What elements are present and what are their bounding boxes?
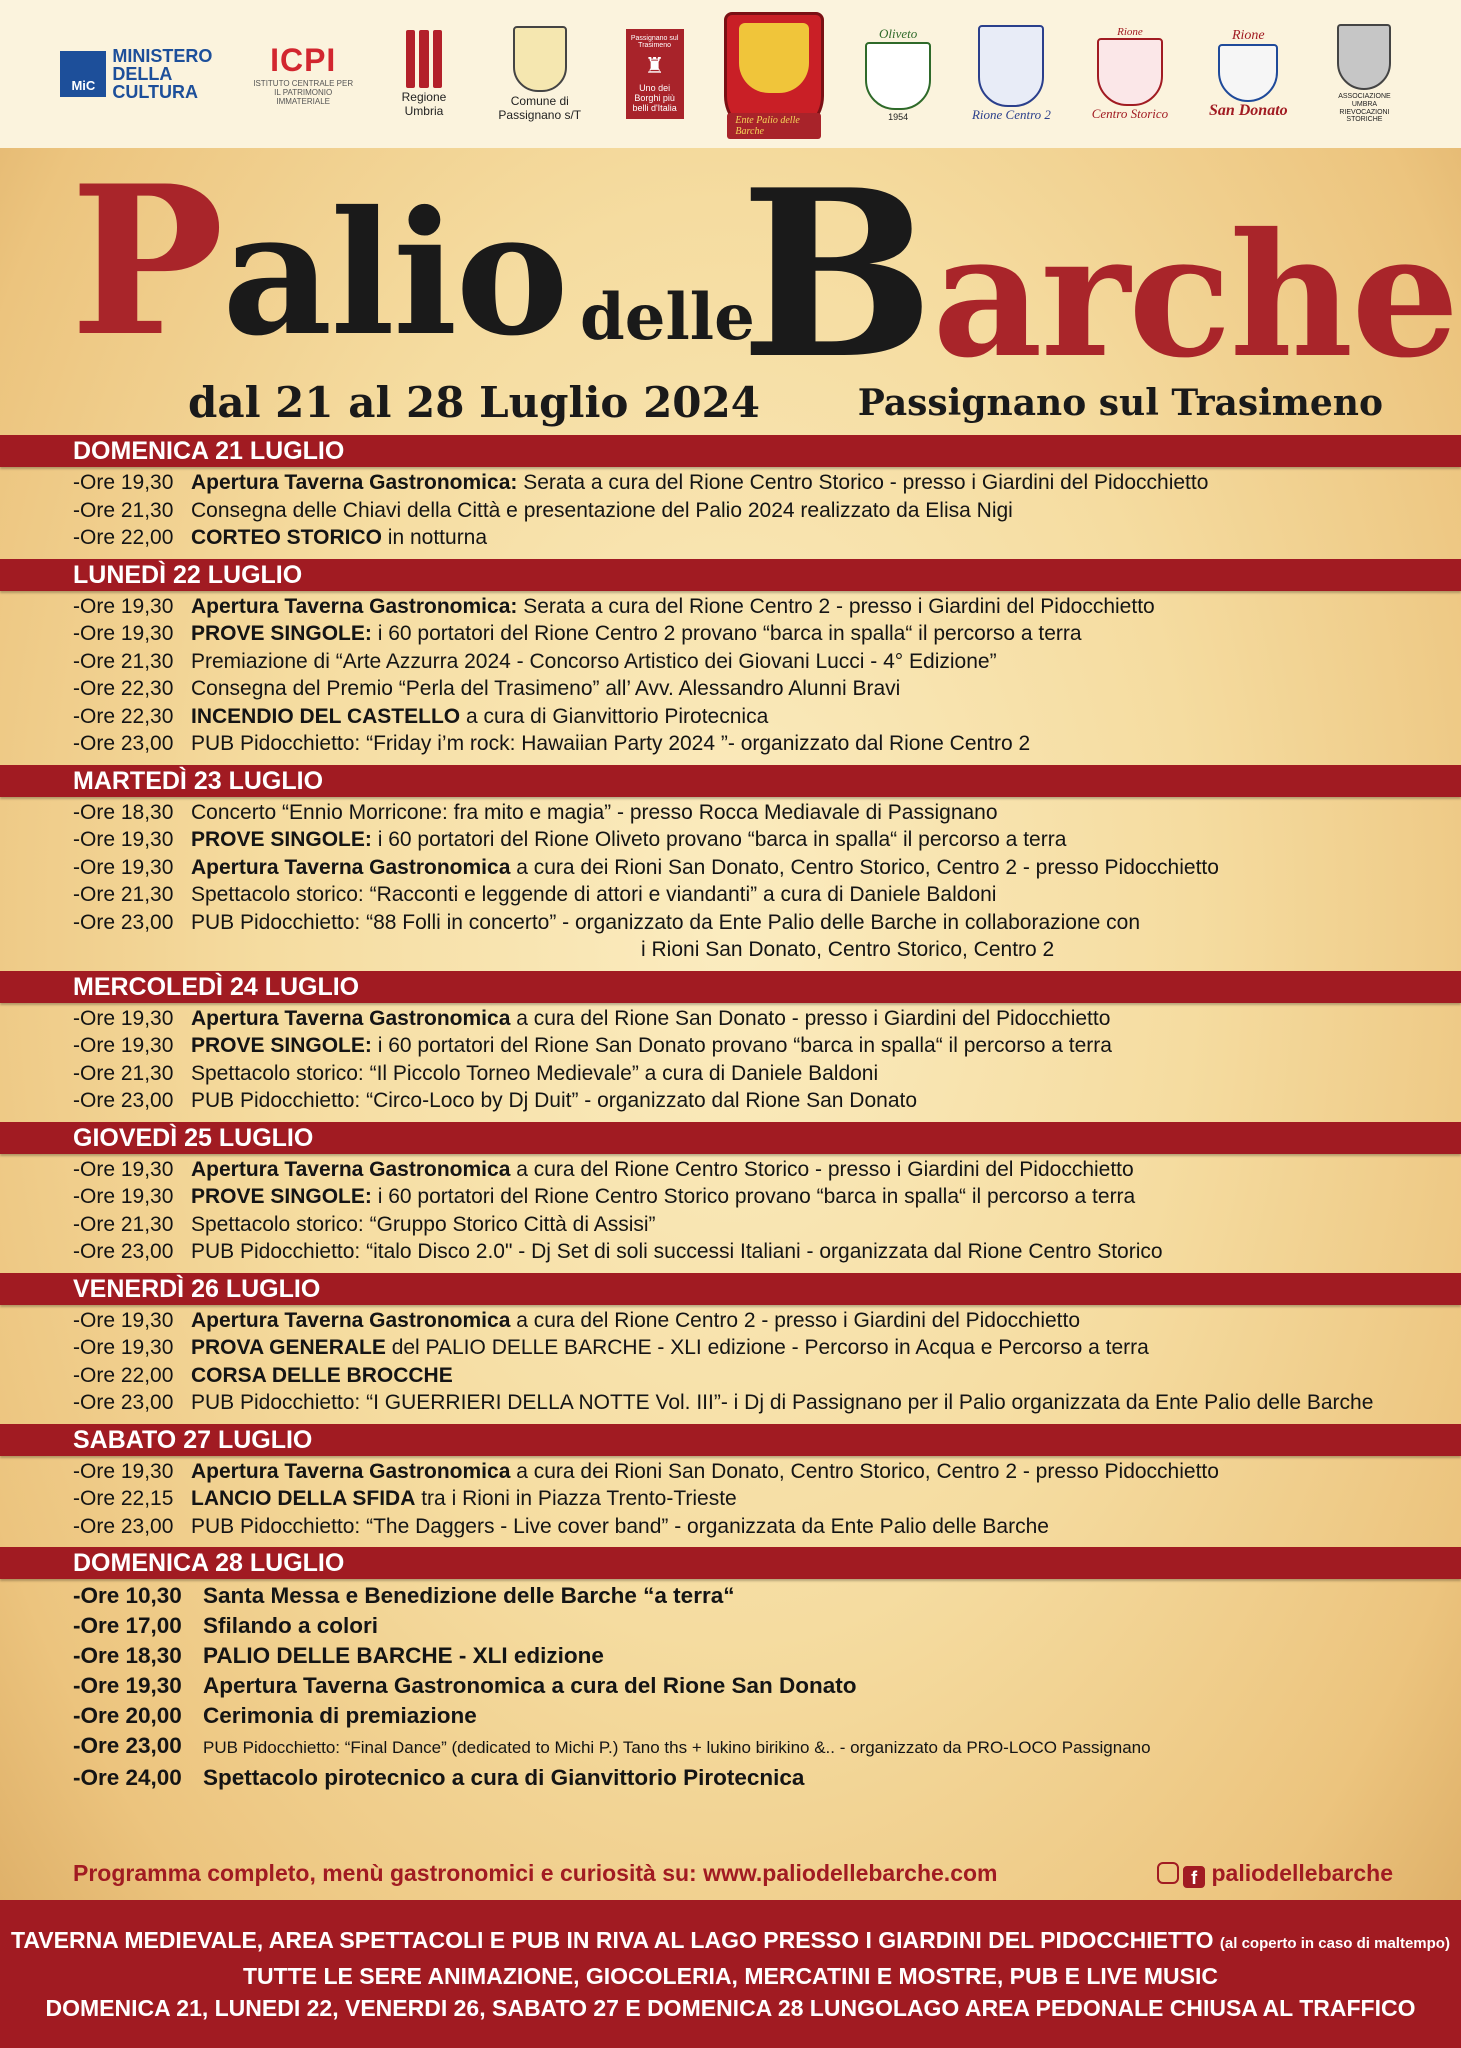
event-description: PUB Pidocchietto: “I GUERRIERI DELLA NOTTE Vol. III”- i Dj di Passignano per il Palio organizzata da Ente Palio delle Barche [191, 1391, 1374, 1414]
event-description: tra i Rioni in Piazza Trento-Trieste [415, 1487, 737, 1510]
title-delle: delle [580, 280, 755, 355]
instagram-icon[interactable] [1157, 1862, 1179, 1884]
event-description: Consegna delle Chiavi della Città e presentazione del Palio 2024 realizzato da Elisa Nigi [191, 498, 1013, 522]
event-description: i 60 portatori del Rione Centro 2 provano “barca in spalla“ il percorso a terra [371, 622, 1082, 645]
comune-label: Comune di Passignano s/T [498, 94, 582, 122]
borghi-badge [626, 29, 684, 119]
program-footer [73, 1860, 1393, 1887]
event-row [73, 854, 1461, 882]
comune-crest-icon [513, 26, 567, 92]
event-description: a cura del Rione San Donato - presso i Giardini del Pidocchietto [510, 1006, 1111, 1030]
event-time: -Ore 23,00 [73, 910, 174, 934]
event-row [73, 524, 1461, 552]
event-time: -Ore 19,30 [73, 1034, 174, 1057]
event-row [73, 1641, 1461, 1671]
event-row [73, 1334, 1461, 1362]
event-row [73, 1701, 1461, 1731]
event-row [73, 1389, 1461, 1417]
info-line-3: DOMENICA 21, LUNEDI 22, VENERDI 26, SABATO 27 E DOMENICA 28 LUNGOLAGO AREA PEDONALE CHIUSA AL TRAFFICO [45, 1995, 1416, 2021]
event-highlight: Apertura Taverna Gastronomica: [191, 594, 518, 618]
event-row [73, 1731, 1461, 1763]
ministero-cultura-logo [60, 47, 212, 101]
schedule [0, 435, 1461, 1800]
oliveto-year: 1954 [888, 111, 909, 122]
rione-centro2-logo [972, 25, 1051, 123]
centro-storico-shield-icon [1097, 38, 1163, 106]
event-description: Apertura Taverna Gastronomica a cura del Rione San Donato [203, 1673, 857, 1698]
event-place: Passignano sul Trasimeno [857, 382, 1383, 424]
rione-centro-storico-logo [1092, 26, 1168, 122]
day-events [0, 1305, 1461, 1424]
event-row [73, 1611, 1461, 1641]
event-highlight: PROVA GENERALE [191, 1336, 386, 1359]
event-time: -Ore 22,00 [73, 526, 174, 549]
event-row [73, 593, 1461, 621]
oliveto-label: Oliveto [879, 25, 918, 41]
event-time: -Ore 22,15 [73, 1487, 174, 1510]
event-description: PUB Pidocchietto: “Final Dance” (dedicated to Michi P.) Tano ths + lukino birikino &.. - organizzato da PRO-LOCO Passignano [203, 1738, 1151, 1757]
event-description: Spettacolo storico: “Racconti e leggende di attori e viandanti” a cura di Daniele Baldoni [191, 883, 997, 906]
event-time: -Ore 19,30 [73, 1006, 174, 1030]
oliveto-shield-icon [865, 42, 931, 110]
day-header: SABATO 27 LUGLIO [0, 1424, 1461, 1456]
event-highlight: PROVE SINGOLE: [191, 1185, 372, 1208]
day-header: MARTEDÌ 23 LUGLIO [0, 765, 1461, 797]
info-line-2: TUTTE LE SERE ANIMAZIONE, GIOCOLERIA, MERCATINI E MOSTRE, PUB E LIVE MUSIC [243, 1963, 1218, 1989]
event-time: -Ore 19,30 [73, 1673, 182, 1698]
ente-palio-logo [724, 12, 824, 136]
event-row [73, 1763, 1461, 1793]
tower-icon: ♜ [644, 53, 665, 78]
day-events [0, 1003, 1461, 1122]
event-time: -Ore 19,30 [73, 471, 174, 494]
centro2-label: Rione Centro 2 [971, 107, 1051, 122]
icpi-subtitle: ISTITUTO CENTRALE PER IL PATRIMONIO IMMATERIALE [253, 79, 354, 106]
event-row [73, 1087, 1461, 1115]
day-events [0, 797, 1461, 971]
event-time: -Ore 19,30 [73, 1336, 174, 1359]
event-time: -Ore 22,30 [73, 677, 174, 700]
event-description: Spettacolo storico: “Il Piccolo Torneo Medievale” a cura di Daniele Baldoni [191, 1061, 879, 1085]
event-row [73, 1060, 1461, 1088]
event-time: -Ore 23,00 [73, 732, 174, 755]
event-row [73, 675, 1461, 703]
event-description: a cura del Rione Centro 2 - presso i Giardini del Pidocchietto [510, 1308, 1081, 1332]
day-header: GIOVEDÌ 25 LUGLIO [0, 1122, 1461, 1154]
event-description: Premiazione di “Arte Azzurra 2024 - Concorso Artistico dei Giovani Lucci - 4° Edizione” [191, 649, 997, 673]
event-highlight: CORTEO STORICO [191, 526, 382, 549]
day-header: DOMENICA 28 LUGLIO [0, 1547, 1461, 1579]
info-line-1-text: TAVERNA MEDIEVALE, AREA SPETTACOLI E PUB IN RIVA AL LAGO PRESSO I GIARDINI DEL PIDOCCHIETTO [11, 1927, 1214, 1953]
san-donato-shield-icon [1218, 44, 1278, 102]
event-description: Consegna del Premio “Perla del Trasimeno” all’ Avv. Alessandro Alunni Bravi [191, 677, 901, 700]
title-palio-initial: P [70, 142, 223, 382]
event-row [73, 497, 1461, 525]
event-description: Santa Messa e Benedizione delle Barche “a terra“ [203, 1583, 735, 1608]
ente-ribbon: Ente Palio delle Barche [727, 113, 821, 139]
day-header: DOMENICA 21 LUGLIO [0, 435, 1461, 467]
event-time: -Ore 22,30 [73, 704, 174, 728]
event-row [73, 730, 1461, 758]
day-header: MERCOLEDÌ 24 LUGLIO [0, 971, 1461, 1003]
event-description: a cura dei Rioni San Donato, Centro Storico, Centro 2 - presso Pidocchietto [510, 1459, 1219, 1483]
event-description: Serata a cura del Rione Centro 2 - presso i Giardini del Pidocchietto [517, 594, 1155, 618]
event-highlight: Apertura Taverna Gastronomica [191, 855, 511, 879]
regione-umbria-logo [394, 30, 454, 117]
event-description: del PALIO DELLE BARCHE - XLI edizione - Percorso in Acqua e Percorso a terra [385, 1336, 1149, 1359]
event-row [73, 1485, 1461, 1513]
event-row [73, 881, 1461, 909]
event-row [73, 1211, 1461, 1239]
event-description: a cura di Gianvittorio Pirotecnica [460, 704, 769, 728]
day-events [0, 1579, 1461, 1800]
borghi-top-text: Passignano sul Trasimeno [630, 35, 679, 49]
event-description: PUB Pidocchietto: “italo Disco 2.0" - Dj Set di soli successi Italiani - organizzata dal Rione Centro Storico [191, 1240, 1163, 1263]
event-row [73, 1362, 1461, 1390]
title-barche-initial: B [740, 140, 933, 410]
rione-san-donato-logo [1209, 28, 1288, 120]
umbria-label: Regione Umbria [401, 90, 447, 118]
social-handle[interactable]: paliodellebarche [1211, 1860, 1393, 1886]
event-description: PALIO DELLE BARCHE - XLI edizione [203, 1643, 604, 1668]
event-highlight: PROVE SINGOLE: [191, 622, 372, 645]
event-description: i Rioni San Donato, Centro Storico, Centro 2 [641, 938, 1055, 961]
event-time: -Ore 19,30 [73, 622, 174, 645]
event-time: -Ore 23,00 [73, 1240, 174, 1263]
event-highlight: CORSA DELLE BROCCHE [191, 1363, 453, 1387]
event-row [73, 826, 1461, 854]
san-donato-label: San Donato [1208, 102, 1288, 119]
rione-oliveto-logo [865, 26, 931, 123]
event-row [73, 1183, 1461, 1211]
event-description: PUB Pidocchietto: “Circo-Loco by Dj Duit” - organizzato dal Rione San Donato [191, 1089, 918, 1112]
bottom-info-band [0, 1900, 1461, 2048]
event-description: Concerto “Ennio Morricone: fra mito e magia” - presso Rocca Mediavale di Passignano [191, 800, 998, 824]
event-highlight: Apertura Taverna Gastronomica: [191, 471, 518, 494]
event-description: Spettacolo pirotecnico a cura di Gianvittorio Pirotecnica [203, 1765, 805, 1790]
event-highlight: INCENDIO DEL CASTELLO [191, 704, 461, 728]
event-row [73, 1671, 1461, 1701]
associazione-logo [1328, 24, 1400, 124]
event-description: PUB Pidocchietto: “88 Folli in concerto” - organizzato da Ente Palio delle Barche in collaborazione con [191, 910, 1141, 934]
event-time: -Ore 23,00 [73, 1089, 174, 1112]
event-time: -Ore 19,30 [73, 594, 174, 618]
event-description: Serata a cura del Rione Centro Storico - presso i Giardini del Pidocchietto [517, 471, 1209, 494]
mic-badge: MiC [60, 51, 106, 97]
event-time: -Ore 19,30 [73, 855, 174, 879]
event-description: a cura del Rione Centro Storico - presso i Giardini del Pidocchietto [510, 1157, 1134, 1181]
title-palio [70, 142, 567, 382]
event-highlight: LANCIO DELLA SFIDA [191, 1487, 416, 1510]
centro-storico-label: Centro Storico [1091, 106, 1169, 121]
event-time: -Ore 18,30 [73, 800, 174, 824]
event-time: -Ore 23,00 [73, 1391, 174, 1414]
event-dates: dal 21 al 28 Luglio 2024 [188, 378, 760, 427]
day-events [0, 1456, 1461, 1548]
event-highlight: PROVE SINGOLE: [191, 828, 372, 851]
event-time: -Ore 21,30 [73, 649, 174, 673]
title-barche-rest: arche [932, 196, 1458, 396]
san-donato-top-label: Rione [1231, 28, 1265, 43]
event-time: -Ore 19,30 [73, 1459, 174, 1483]
event-highlight: PROVE SINGOLE: [191, 1034, 372, 1057]
event-row [73, 620, 1461, 648]
comune-logo [495, 26, 585, 121]
event-time: -Ore 22,00 [73, 1363, 174, 1387]
sponsor-logos-bar [0, 0, 1461, 148]
social-links[interactable] [1153, 1860, 1393, 1888]
event-time: -Ore 10,30 [73, 1583, 182, 1608]
mic-text: MINISTERO DELLA CULTURA [112, 46, 213, 102]
event-description: i 60 portatori del Rione Oliveto provano “barca in spalla“ il percorso a terra [371, 828, 1067, 851]
event-row [73, 1513, 1461, 1541]
associazione-shield-icon [1337, 24, 1391, 90]
event-description: Spettacolo storico: “Gruppo Storico Città di Assisi” [191, 1212, 656, 1236]
day-events [0, 467, 1461, 559]
borghi-logo [626, 29, 684, 119]
event-highlight: Apertura Taverna Gastronomica [191, 1157, 511, 1181]
facebook-icon[interactable]: f [1183, 1866, 1205, 1888]
event-description: in notturna [381, 526, 488, 549]
program-website-text[interactable]: Programma completo, menù gastronomici e curiosità su: www.paliodellebarche.com [73, 1860, 998, 1886]
event-time: -Ore 19,30 [73, 1185, 174, 1208]
event-row [73, 1458, 1461, 1486]
event-highlight: Apertura Taverna Gastronomica [191, 1308, 511, 1332]
event-time: -Ore 24,00 [73, 1765, 182, 1790]
event-time: -Ore 21,30 [73, 498, 174, 522]
icpi-mark: ICPI [270, 42, 337, 78]
centro2-shield-icon [978, 25, 1044, 107]
event-time: -Ore 23,00 [73, 1733, 182, 1758]
event-row [73, 703, 1461, 731]
event-time: -Ore 21,30 [73, 1212, 174, 1236]
info-line-1-note: (al coperto in caso di maltempo) [1219, 1935, 1450, 1952]
event-row [73, 1581, 1461, 1611]
event-description: Cerimonia di premiazione [203, 1703, 477, 1728]
event-time: -Ore 20,00 [73, 1703, 182, 1728]
associazione-label: ASSOCIAZIONE UMBRA RIEVOCAZIONI STORICHE [1338, 93, 1391, 124]
centro-storico-top-label: Rione [1117, 26, 1143, 38]
event-row [73, 1307, 1461, 1335]
event-time: -Ore 19,30 [73, 1308, 174, 1332]
event-time: -Ore 21,30 [73, 1061, 174, 1085]
event-row [73, 1032, 1461, 1060]
event-row [73, 936, 1461, 964]
event-time: -Ore 21,30 [73, 883, 174, 906]
event-row [73, 648, 1461, 676]
day-header: LUNEDÌ 22 LUGLIO [0, 559, 1461, 591]
event-description: PUB Pidocchietto: “The Daggers - Live cover band” - organizzata da Ente Palio delle Barche [191, 1514, 1049, 1538]
icpi-logo [253, 42, 353, 106]
info-line-1 [11, 1924, 1450, 1960]
event-row [73, 1238, 1461, 1266]
event-description: a cura dei Rioni San Donato, Centro Storico, Centro 2 - presso Pidocchietto [510, 855, 1219, 879]
event-highlight: Apertura Taverna Gastronomica [191, 1006, 511, 1030]
event-row [73, 909, 1461, 937]
title-palio-rest: alio [222, 174, 567, 374]
event-row [73, 1156, 1461, 1184]
event-time: -Ore 17,00 [73, 1613, 182, 1638]
day-events [0, 591, 1461, 765]
event-time: -Ore 18,30 [73, 1643, 182, 1668]
poster-title [0, 140, 1461, 430]
event-time: -Ore 19,30 [73, 1157, 174, 1181]
ente-palio-crest-icon [724, 12, 824, 136]
event-description: i 60 portatori del Rione San Donato provano “barca in spalla“ il percorso a terra [371, 1034, 1112, 1057]
umbria-icon [406, 30, 442, 88]
event-row [73, 799, 1461, 827]
event-row [73, 469, 1461, 497]
event-description: Sfilando a colori [203, 1613, 379, 1638]
event-time: -Ore 23,00 [73, 1514, 174, 1538]
borghi-bottom-text: Uno dei Borghi più belli d'Italia [632, 83, 677, 113]
day-events [0, 1154, 1461, 1273]
horse-emblem-icon [739, 23, 809, 93]
day-header: VENERDÌ 26 LUGLIO [0, 1273, 1461, 1305]
event-description: PUB Pidocchietto: “Friday i’m rock: Hawaiian Party 2024 ”- organizzato dal Rione Centro 2 [191, 732, 1031, 755]
event-time: -Ore 19,30 [73, 828, 174, 851]
event-highlight: Apertura Taverna Gastronomica [191, 1459, 511, 1483]
event-row [73, 1005, 1461, 1033]
event-description: i 60 portatori del Rione Centro Storico provano “barca in spalla“ il percorso a terra [371, 1185, 1136, 1208]
